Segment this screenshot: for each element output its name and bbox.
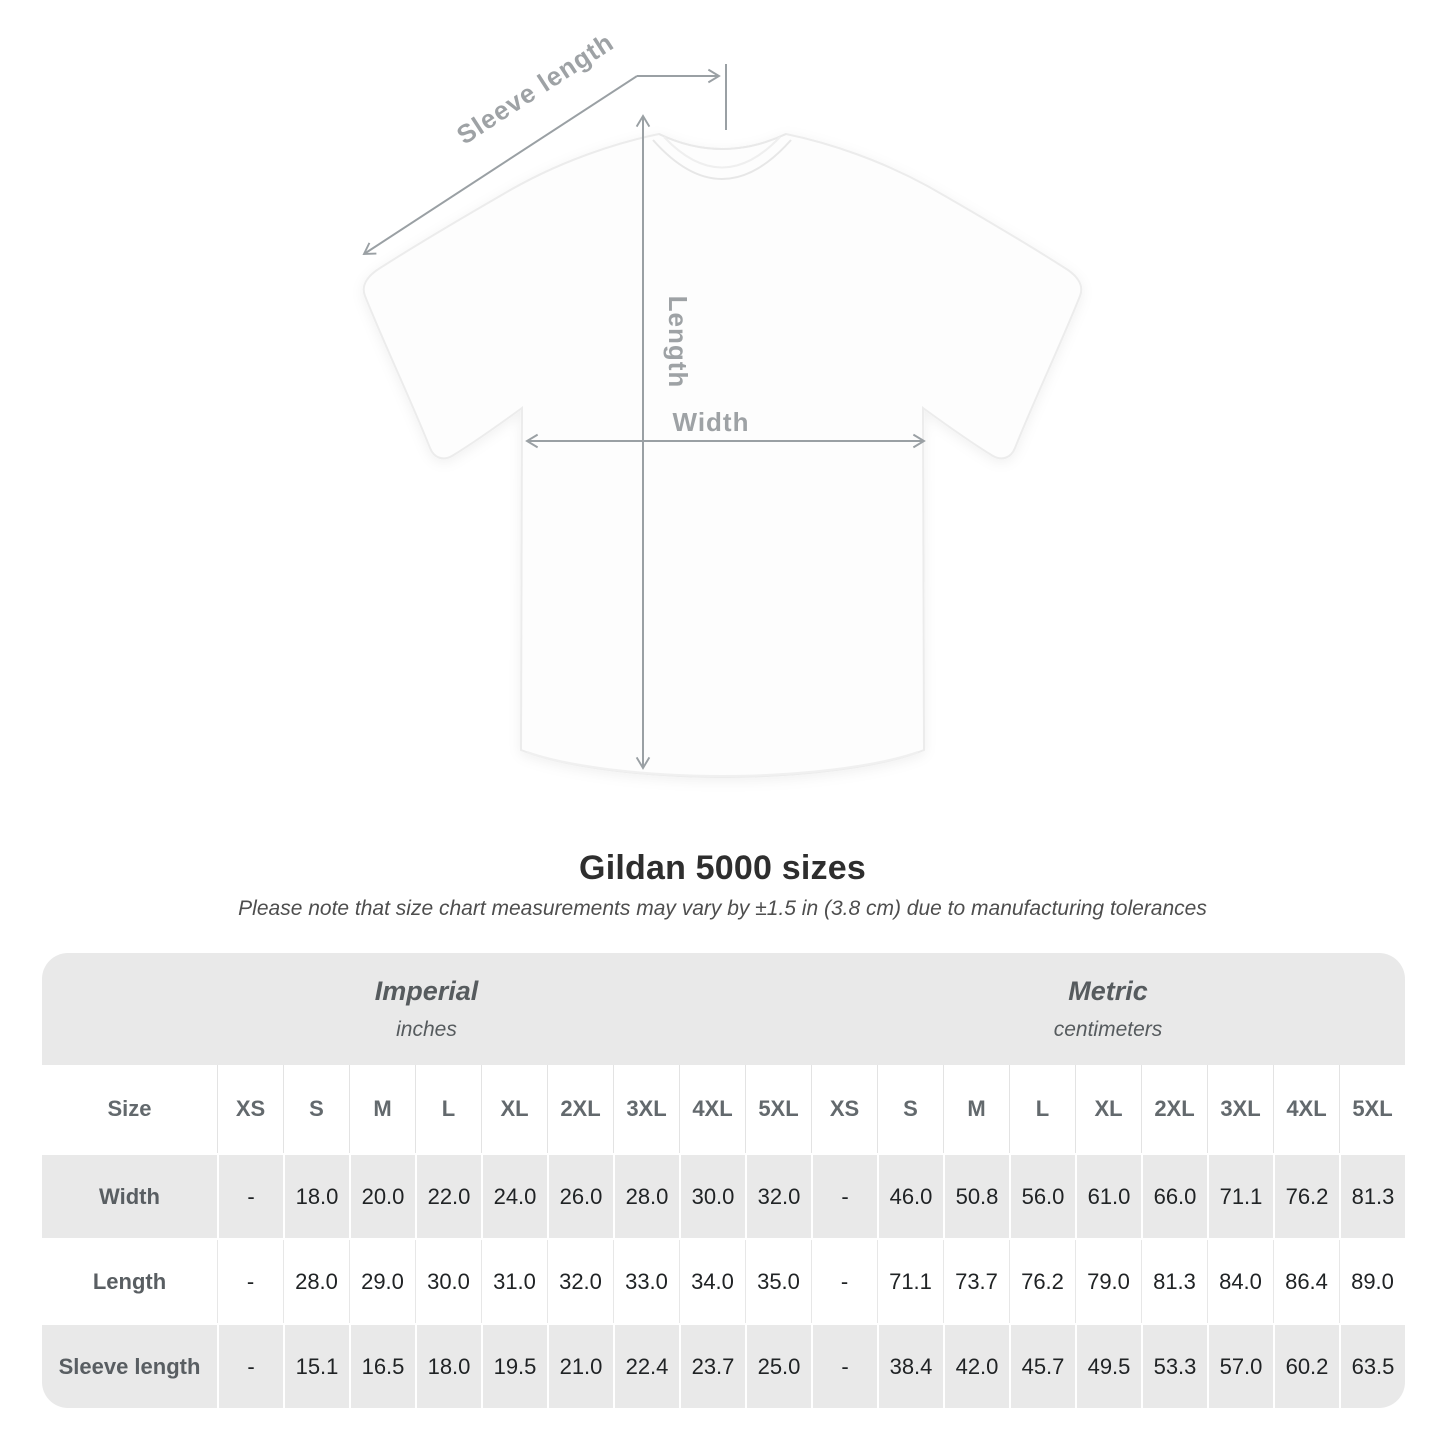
measurement-cell: 50.8 [943,1155,1009,1238]
measurement-cell: 30.0 [679,1155,745,1238]
row-label: Length [92,1268,167,1294]
measurement-cell: 76.2 [1273,1155,1339,1238]
measurement-cell: 81.3 [1339,1155,1405,1238]
measurement-cell: 28.0 [283,1240,349,1323]
row-label: Width [99,1183,160,1209]
table-row [42,1325,1405,1408]
measurement-cell: 20.0 [349,1155,415,1238]
measurement-cell: 29.0 [349,1240,415,1323]
measurement-cell: 46.0 [877,1155,943,1238]
measurement-cell: 25.0 [745,1325,811,1408]
measurement-cell: 57.0 [1207,1325,1273,1408]
size-column-header: M [943,1065,1009,1153]
measurement-cell: 26.0 [547,1155,613,1238]
width-label: Width [672,407,750,437]
measurement-cell: 15.1 [283,1325,349,1408]
measurement-cell: 76.2 [1009,1240,1075,1323]
unit-group-metric [811,953,1405,1065]
measurement-cell: 16.5 [349,1325,415,1408]
measurement-cell: - [217,1325,283,1408]
table-header-row [42,1065,1405,1153]
measurement-cell: 71.1 [1207,1155,1273,1238]
size-column-header: 3XL [613,1065,679,1153]
row-label: Sleeve length [58,1353,201,1379]
measurement-cell: - [811,1325,877,1408]
measurement-cell: 45.7 [1009,1325,1075,1408]
measurement-cell: 49.5 [1075,1325,1141,1408]
measurement-cell: 38.4 [877,1325,943,1408]
size-label-header: Size [107,1096,152,1121]
measurement-cell: 21.0 [547,1325,613,1408]
size-column-header: 2XL [1141,1065,1207,1153]
size-column-header: S [877,1065,943,1153]
measurement-cell: 66.0 [1141,1155,1207,1238]
measurement-cell: 86.4 [1273,1240,1339,1323]
size-column-header: 4XL [1273,1065,1339,1153]
measurement-cell: 42.0 [943,1325,1009,1408]
measurement-cell: 61.0 [1075,1155,1141,1238]
size-column-header: L [415,1065,481,1153]
measurement-cell: 19.5 [481,1325,547,1408]
measurement-cell: 73.7 [943,1240,1009,1323]
measurement-cell: 79.0 [1075,1240,1141,1323]
measurement-cell: - [217,1240,283,1323]
measurement-cell: 34.0 [679,1240,745,1323]
measurement-cell: 23.7 [679,1325,745,1408]
size-column-header: L [1009,1065,1075,1153]
measurement-cell: 24.0 [481,1155,547,1238]
size-column-header: S [283,1065,349,1153]
size-column-header: XL [1075,1065,1141,1153]
size-column-header: 4XL [679,1065,745,1153]
size-column-header: 5XL [1339,1065,1405,1153]
unit-group-name: Imperial [374,976,479,1006]
measurement-cell: 28.0 [613,1155,679,1238]
size-column-header: 3XL [1207,1065,1273,1153]
measurement-cell: 18.0 [415,1325,481,1408]
measurement-cell: 32.0 [547,1240,613,1323]
size-column-header: M [349,1065,415,1153]
unit-group-header-row [42,953,1405,1065]
measurement-cell: 18.0 [283,1155,349,1238]
size-table [42,953,1405,1408]
size-column-header: XS [217,1065,283,1153]
length-label: Length [663,295,693,389]
table-row [42,1240,1405,1323]
unit-group-unit: centimeters [1053,1018,1163,1041]
measurement-cell: 33.0 [613,1240,679,1323]
sleeve-length-label: Sleeve length [451,26,620,151]
measurement-cell: 63.5 [1339,1325,1405,1408]
measurement-cell: - [811,1240,877,1323]
measurement-cell: 32.0 [745,1155,811,1238]
unit-group-imperial [42,953,811,1065]
measurement-cell: 81.3 [1141,1240,1207,1323]
table-row [42,1155,1405,1238]
measurement-cell: 56.0 [1009,1155,1075,1238]
unit-group-unit: inches [396,1018,457,1041]
measurement-cell: 60.2 [1273,1325,1339,1408]
measurement-cell: 31.0 [481,1240,547,1323]
size-column-header: 5XL [745,1065,811,1153]
size-column-header: XS [811,1065,877,1153]
unit-group-name: Metric [1068,976,1148,1006]
measurement-cell: 53.3 [1141,1325,1207,1408]
size-column-header: XL [481,1065,547,1153]
tshirt-illustration [364,134,1082,777]
measurement-cell: - [217,1155,283,1238]
size-column-header: 2XL [547,1065,613,1153]
measurement-cell: 71.1 [877,1240,943,1323]
measurement-cell: 30.0 [415,1240,481,1323]
measurement-cell: 35.0 [745,1240,811,1323]
measurement-cell: - [811,1155,877,1238]
measurement-cell: 89.0 [1339,1240,1405,1323]
measurement-cell: 22.4 [613,1325,679,1408]
tolerance-note: Please note that size chart measurements may vary by ±1.5 in (3.8 cm) due to manufacturing tolerances [238,897,1207,920]
measurement-cell: 84.0 [1207,1240,1273,1323]
page-title: Gildan 5000 sizes [579,849,866,887]
table-body [42,1155,1405,1408]
measurement-cell: 22.0 [415,1155,481,1238]
